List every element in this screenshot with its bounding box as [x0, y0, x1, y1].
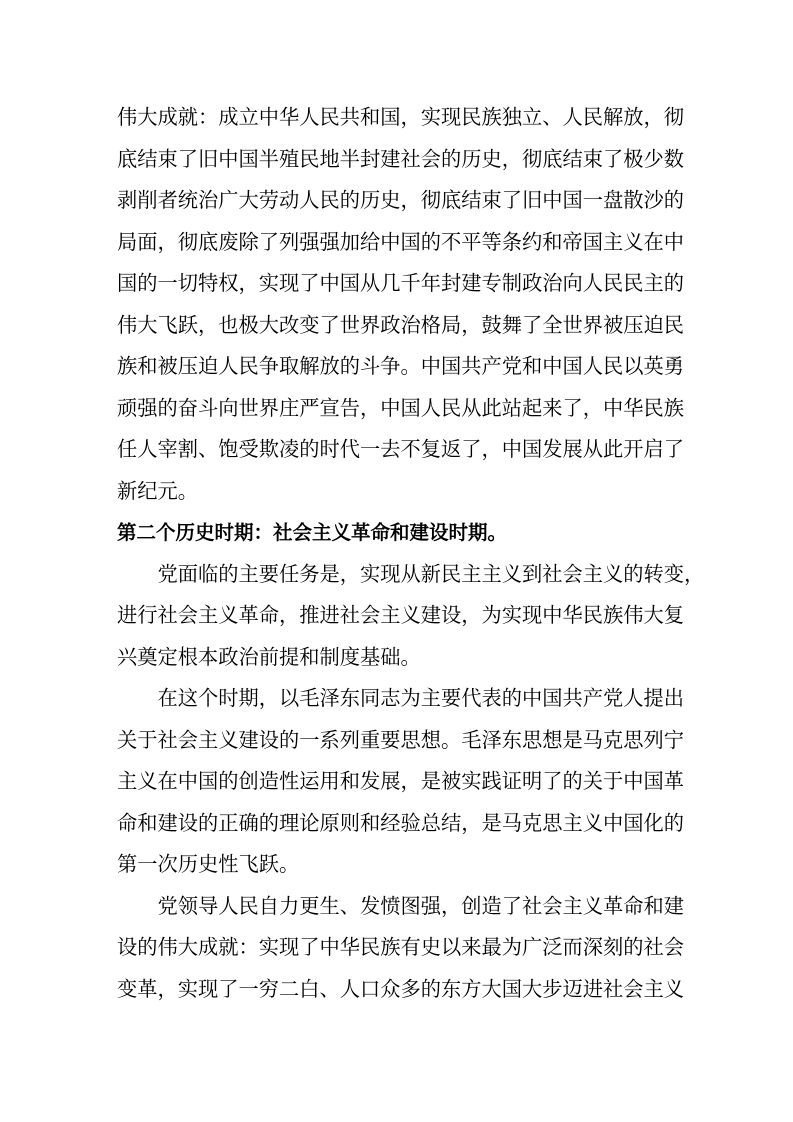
text-line: 主义在中国的创造性运用和发展，是被实践证明了的关于中国革	[117, 771, 685, 793]
paragraph-mao-thought	[117, 679, 684, 887]
text-line: 变革，实现了一穷二白、人口众多的东方大国大步迈进社会主义	[117, 978, 685, 1001]
paragraph-main-tasks	[117, 555, 705, 680]
paragraph-achievements	[117, 887, 684, 1012]
text-line: 在这个时期，以毛泽东同志为主要代表的中国共产党人提出	[157, 688, 685, 710]
text-line: 底结束了旧中国半殖民地半封建社会的历史，彻底结束了极少数	[117, 148, 685, 171]
text-line: 进行社会主义革命，推进社会主义建设，为实现中华民族伟大复	[117, 605, 685, 627]
text-line: 剥削者统治广大劳动人民的历史，彻底结束了旧中国一盘散沙的	[117, 190, 685, 212]
text-line: 国的一切特权，实现了中国从几千年封建专制政治向人民民主的	[117, 273, 685, 295]
text-line: 关于社会主义建设的一系列重要思想。毛泽东思想是马克思列宁	[117, 729, 685, 752]
section-heading: 第二个历史时期：社会主义革命和建设时期。	[117, 523, 508, 544]
text-line: 第一次历史性飞跃。	[117, 854, 300, 876]
text-line: 顽强的奋斗向世界庄严宣告，中国人民从此站起来了，中华民族	[117, 397, 685, 420]
text-line: 伟大飞跃，也极大改变了世界政治格局，鼓舞了全世界被压迫民	[117, 314, 685, 337]
paragraph-continuation	[117, 98, 684, 513]
text-line: 党领导人民自力更生、发愤图强，创造了社会主义革命和建	[157, 895, 685, 918]
text-line: 新纪元。	[117, 480, 199, 503]
text-line: 兴奠定根本政治前提和制度基础。	[117, 646, 421, 669]
text-line: 任人宰割、饱受欺凌的时代一去不复返了，中国发展从此开启了	[117, 439, 685, 461]
text-line: 设的伟大成就：实现了中华民族有史以来最为广泛而深刻的社会	[117, 937, 685, 959]
text-line: 族和被压迫人民争取解放的斗争。中国共产党和中国人民以英勇	[117, 356, 685, 378]
text-line: 党面临的主要任务是，实现从新民主主义到社会主义的转变，	[157, 563, 705, 586]
text-line: 局面，彻底废除了列强强加给中国的不平等条约和帝国主义在中	[117, 231, 685, 254]
text-line: 命和建设的正确的理论原则和经验总结，是马克思主义中国化的	[117, 812, 685, 835]
document-content	[117, 98, 705, 1011]
text-line: 伟大成就：成立中华人民共和国，实现民族独立、人民解放，彻	[117, 107, 685, 129]
